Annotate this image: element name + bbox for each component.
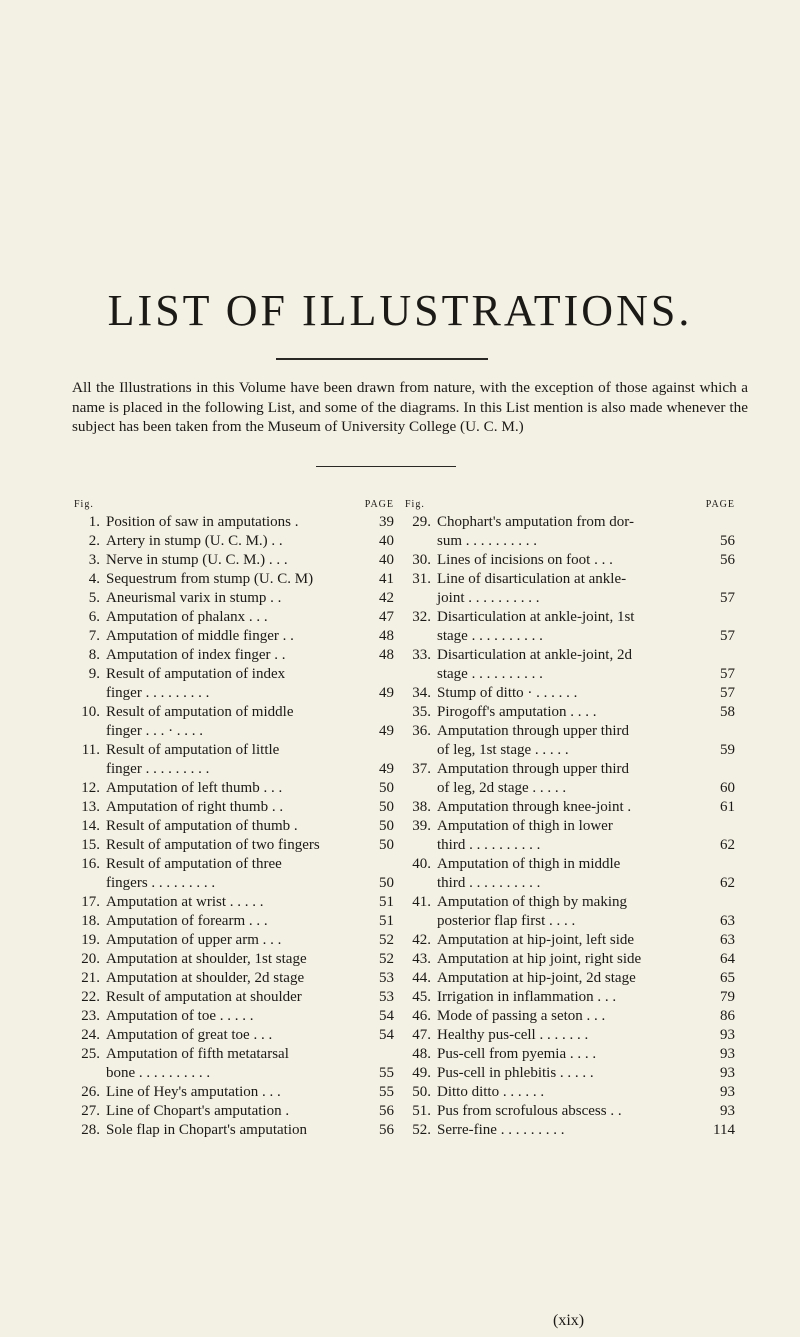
- entry-text: Nerve in stump (U. C. M.) . . .: [106, 552, 288, 568]
- list-item: [405, 1102, 735, 1121]
- entry-text: Result of amputation of thumb .: [106, 818, 298, 834]
- list-item: [74, 665, 394, 703]
- entry-text: Result of amputation of three: [106, 856, 282, 872]
- entry-text: Amputation at hip-joint, 2d stage: [437, 970, 636, 986]
- figure-number: 7.: [88, 628, 100, 644]
- figure-number: 47.: [412, 1027, 431, 1043]
- list-item: [74, 1026, 394, 1045]
- page-number: 47: [379, 609, 394, 625]
- page-number: 39: [379, 514, 394, 530]
- left-column: [74, 497, 394, 1140]
- entry-text: Amputation at shoulder, 2d stage: [106, 970, 305, 986]
- page-number: 56: [720, 533, 735, 549]
- figure-number: 9.: [88, 666, 100, 682]
- figure-number: 31.: [412, 571, 431, 587]
- page-number: 63: [720, 932, 735, 948]
- intro-paragraph: All the Illustrations in this Volume have been drawn from nature, with the exception of those against which a name is placed in the following List, and some of the diagrams. In this List mention is also made whenever the subject has been taken from the Museum of University College (U. C. M.): [72, 379, 748, 435]
- figure-number: 28.: [81, 1122, 100, 1138]
- figure-number: 14.: [81, 818, 100, 834]
- entry-text: Amputation at shoulder, 1st stage: [106, 951, 307, 967]
- entry-text: Result of amputation of little: [106, 742, 280, 758]
- page-number: 64: [720, 951, 735, 967]
- page-number: 50: [379, 799, 394, 815]
- figure-number: 39.: [412, 818, 431, 834]
- page-number: 56: [379, 1122, 394, 1138]
- figure-number: 41.: [412, 894, 431, 910]
- list-item: [74, 608, 394, 627]
- page-number: 50: [379, 837, 394, 853]
- entry-text: Result of amputation of index: [106, 666, 286, 682]
- figure-number: 1.: [88, 514, 100, 530]
- page-number: 93: [720, 1027, 735, 1043]
- page-number: 52: [379, 932, 394, 948]
- list-item: [405, 551, 735, 570]
- list-item: [405, 1045, 735, 1064]
- page-label: PAGE: [364, 499, 394, 510]
- figure-number: 21.: [81, 970, 100, 986]
- page-number: 93: [720, 1065, 735, 1081]
- entry-text: Amputation of forearm . . .: [106, 913, 268, 929]
- entry-text: Amputation through upper third: [437, 761, 630, 777]
- list-item: [405, 1121, 735, 1140]
- page-number: 93: [720, 1046, 735, 1062]
- entry-text: Amputation of toe . . . . .: [106, 1008, 254, 1024]
- entry-text: of leg, 1st stage . . . . .: [437, 742, 569, 758]
- list-item: [405, 931, 735, 950]
- figure-number: 35.: [412, 704, 431, 720]
- entry-text: Stump of ditto · . . . . . .: [437, 685, 578, 701]
- list-item: [74, 836, 394, 855]
- page-number: 40: [379, 552, 394, 568]
- page-number: 54: [379, 1008, 394, 1024]
- page-number: 65: [720, 970, 735, 986]
- entry-text: Amputation of upper arm . . .: [106, 932, 282, 948]
- list-item: [74, 969, 394, 988]
- list-item: [74, 551, 394, 570]
- entry-text: Disarticulation at ankle-joint, 2d: [437, 647, 632, 663]
- page-number: 42: [379, 590, 394, 606]
- figure-number: 3.: [88, 552, 100, 568]
- page-number: 51: [379, 894, 394, 910]
- page-number: 49: [379, 761, 394, 777]
- page-number: 62: [720, 837, 735, 853]
- entry-text: Amputation at hip joint, right side: [437, 951, 642, 967]
- list-item: [405, 855, 735, 893]
- entry-text: Amputation through knee-joint .: [437, 799, 632, 815]
- list-item: [74, 779, 394, 798]
- page-folio: (xix): [553, 1312, 585, 1329]
- page-number: 114: [713, 1122, 735, 1138]
- list-item: [74, 817, 394, 836]
- figure-number: 43.: [412, 951, 431, 967]
- figure-number: 51.: [412, 1103, 431, 1119]
- page-number: 50: [379, 780, 394, 796]
- page-number: 48: [379, 628, 394, 644]
- entry-text: Result of amputation of two fingers: [106, 837, 320, 853]
- entry-text: Amputation at wrist . . . . .: [106, 894, 264, 910]
- figure-number: 49.: [412, 1065, 431, 1081]
- entry-text: fingers . . . . . . . . .: [106, 875, 216, 891]
- fig-label: Fig.: [74, 499, 94, 510]
- page-number: 61: [720, 799, 735, 815]
- list-item: [74, 1121, 394, 1140]
- figure-number: 30.: [412, 552, 431, 568]
- list-item: [405, 893, 735, 931]
- entry-text: posterior flap first . . . .: [437, 913, 576, 929]
- page-number: 62: [720, 875, 735, 891]
- list-item: [74, 893, 394, 912]
- page-number: 56: [720, 552, 735, 568]
- page-number: 57: [720, 590, 735, 606]
- entry-text: Result of amputation of middle: [106, 704, 294, 720]
- entry-text: Healthy pus-cell . . . . . . .: [437, 1027, 589, 1043]
- entry-text: Irrigation in inflammation . . .: [437, 989, 617, 1005]
- entry-text: Disarticulation at ankle-joint, 1st: [437, 609, 635, 625]
- figure-number: 34.: [412, 685, 431, 701]
- list-item: [405, 684, 735, 703]
- page-number: 57: [720, 685, 735, 701]
- entry-text: stage . . . . . . . . . .: [437, 628, 543, 644]
- list-item: [405, 608, 735, 646]
- entry-text: Line of Chopart's amputation .: [106, 1103, 290, 1119]
- entry-text: Line of disarticulation at ankle-: [437, 571, 627, 587]
- figure-number: 5.: [88, 590, 100, 606]
- list-item: [74, 988, 394, 1007]
- figure-number: 12.: [81, 780, 100, 796]
- page-number: 58: [720, 704, 735, 720]
- entry-text: Mode of passing a seton . . .: [437, 1008, 606, 1024]
- list-item: [74, 589, 394, 608]
- page-number: 51: [379, 913, 394, 929]
- figure-number: 18.: [81, 913, 100, 929]
- entry-text: Amputation of thigh in middle: [437, 856, 621, 872]
- entry-text: Lines of incisions on foot . . .: [437, 552, 613, 568]
- figure-number: 50.: [412, 1084, 431, 1100]
- entry-text: third . . . . . . . . . .: [437, 875, 541, 891]
- list-item: [405, 722, 735, 760]
- figure-number: 22.: [81, 989, 100, 1005]
- entry-text: Sequestrum from stump (U. C. M): [106, 571, 314, 587]
- page-number: 54: [379, 1027, 394, 1043]
- entry-text: Pus-cell in phlebitis . . . . .: [437, 1065, 594, 1081]
- list-item: [405, 988, 735, 1007]
- page-number: 93: [720, 1103, 735, 1119]
- entry-text: Chophart's amputation from dor-: [437, 514, 634, 530]
- entry-text: Amputation through upper third: [437, 723, 630, 739]
- figure-number: 37.: [412, 761, 431, 777]
- figure-number: 44.: [412, 970, 431, 986]
- title-rule: [276, 358, 488, 360]
- left-illustration-list: [74, 513, 394, 1140]
- list-item: [74, 950, 394, 969]
- entry-text: finger . . . . . . . . .: [106, 685, 210, 701]
- entry-text: Amputation of thigh by making: [437, 894, 627, 910]
- figure-number: 36.: [412, 723, 431, 739]
- list-item: [74, 703, 394, 741]
- list-item: [74, 570, 394, 589]
- right-illustration-list: [405, 513, 735, 1140]
- entry-text: Amputation of index finger . .: [106, 647, 286, 663]
- page-number: 48: [379, 647, 394, 663]
- page-number: 60: [720, 780, 735, 796]
- entry-text: bone . . . . . . . . . .: [106, 1065, 211, 1081]
- list-item: [74, 855, 394, 893]
- entry-text: Amputation of great toe . . .: [106, 1027, 273, 1043]
- page-number: 53: [379, 989, 394, 1005]
- list-item: [405, 950, 735, 969]
- list-item: [405, 798, 735, 817]
- figure-number: 13.: [81, 799, 100, 815]
- page-number: 86: [720, 1008, 735, 1024]
- entry-text: Result of amputation at shoulder: [106, 989, 302, 1005]
- entry-text: Pus-cell from pyemia . . . .: [437, 1046, 597, 1062]
- intro-rule: [316, 466, 456, 467]
- figure-number: 48.: [412, 1046, 431, 1062]
- page-number: 56: [379, 1103, 394, 1119]
- entry-text: Serre-fine . . . . . . . . .: [437, 1122, 565, 1138]
- page-number: 55: [379, 1065, 394, 1081]
- entry-text: Amputation of middle finger . .: [106, 628, 294, 644]
- list-item: [405, 1026, 735, 1045]
- entry-text: stage . . . . . . . . . .: [437, 666, 543, 682]
- entry-text: Sole flap in Chopart's amputation: [106, 1122, 308, 1138]
- list-item: [74, 798, 394, 817]
- figure-number: 16.: [81, 856, 100, 872]
- figure-number: 42.: [412, 932, 431, 948]
- figure-number: 52.: [412, 1122, 431, 1138]
- entry-text: Amputation of thigh in lower: [437, 818, 613, 834]
- list-item: [405, 969, 735, 988]
- figure-number: 40.: [412, 856, 431, 872]
- list-item: [405, 646, 735, 684]
- entry-text: sum . . . . . . . . . .: [437, 533, 538, 549]
- figure-number: 8.: [88, 647, 100, 663]
- list-item: [405, 1083, 735, 1102]
- figure-number: 15.: [81, 837, 100, 853]
- page-number: 49: [379, 723, 394, 739]
- figure-number: 27.: [81, 1103, 100, 1119]
- page-number: 59: [720, 742, 735, 758]
- list-item: [405, 760, 735, 798]
- list-item: [74, 513, 394, 532]
- fig-label: Fig.: [405, 499, 425, 510]
- figure-number: 6.: [88, 609, 100, 625]
- figure-number: 20.: [81, 951, 100, 967]
- page-number: 57: [720, 628, 735, 644]
- figure-number: 10.: [81, 704, 100, 720]
- entry-text: Pirogoff's amputation . . . .: [437, 704, 597, 720]
- list-item: [74, 1083, 394, 1102]
- figure-number: 24.: [81, 1027, 100, 1043]
- right-column-header: [405, 497, 735, 513]
- figure-number: 2.: [88, 533, 100, 549]
- entry-text: Artery in stump (U. C. M.) . .: [106, 533, 283, 549]
- list-item: [74, 1007, 394, 1026]
- list-item: [405, 1064, 735, 1083]
- list-item: [74, 1045, 394, 1083]
- entry-text: Amputation of fifth metatarsal: [106, 1046, 289, 1062]
- figure-number: 29.: [412, 514, 431, 530]
- entry-text: Amputation of right thumb . .: [106, 799, 284, 815]
- entry-text: Amputation of left thumb . . .: [106, 780, 283, 796]
- entry-text: Pus from scrofulous abscess . .: [437, 1103, 622, 1119]
- page-number: 50: [379, 818, 394, 834]
- figure-number: 17.: [81, 894, 100, 910]
- list-item: [74, 627, 394, 646]
- figure-number: 19.: [81, 932, 100, 948]
- page-number: 53: [379, 970, 394, 986]
- list-item: [405, 1007, 735, 1026]
- page-number: 55: [379, 1084, 394, 1100]
- list-item: [405, 570, 735, 608]
- page-number: 57: [720, 666, 735, 682]
- list-item: [74, 931, 394, 950]
- figure-number: 46.: [412, 1008, 431, 1024]
- entry-text: Line of Hey's amputation . . .: [106, 1084, 281, 1100]
- entry-text: Position of saw in amputations .: [106, 514, 299, 530]
- list-item: [74, 741, 394, 779]
- entry-text: third . . . . . . . . . .: [437, 837, 541, 853]
- list-item: [405, 513, 735, 551]
- entry-text: Ditto ditto . . . . . .: [437, 1084, 545, 1100]
- page-number: 93: [720, 1084, 735, 1100]
- entry-text: Amputation at hip-joint, left side: [437, 932, 635, 948]
- entry-text: Amputation of phalanx . . .: [106, 609, 268, 625]
- entry-text: Aneurismal varix in stump . .: [106, 590, 282, 606]
- page-number: 52: [379, 951, 394, 967]
- page-number: 79: [720, 989, 735, 1005]
- page-number: 41: [379, 571, 394, 587]
- list-item: [405, 817, 735, 855]
- figure-number: 25.: [81, 1046, 100, 1062]
- list-item: [74, 912, 394, 931]
- right-column: [405, 497, 735, 1140]
- list-item: [74, 1102, 394, 1121]
- page-number: 63: [720, 913, 735, 929]
- figure-number: 26.: [81, 1084, 100, 1100]
- figure-number: 11.: [81, 742, 100, 758]
- entry-text: of leg, 2d stage . . . . .: [437, 780, 567, 796]
- figure-number: 32.: [412, 609, 431, 625]
- list-item: [74, 646, 394, 665]
- entry-text: finger . . . . . . . . .: [106, 761, 210, 777]
- page-title: LIST OF ILLUSTRATIONS.: [107, 286, 693, 335]
- entry-text: joint . . . . . . . . . .: [437, 590, 540, 606]
- page-number: 40: [379, 533, 394, 549]
- page-label: PAGE: [705, 499, 735, 510]
- figure-number: 4.: [88, 571, 100, 587]
- page-number: 49: [379, 685, 394, 701]
- figure-number: 38.: [412, 799, 431, 815]
- list-item: [74, 532, 394, 551]
- entry-text: finger . . . · . . . .: [106, 723, 204, 739]
- figure-number: 45.: [412, 989, 431, 1005]
- list-item: [405, 703, 735, 722]
- figure-number: 23.: [81, 1008, 100, 1024]
- left-column-header: [74, 497, 394, 513]
- figure-number: 33.: [412, 647, 431, 663]
- page-number: 50: [379, 875, 394, 891]
